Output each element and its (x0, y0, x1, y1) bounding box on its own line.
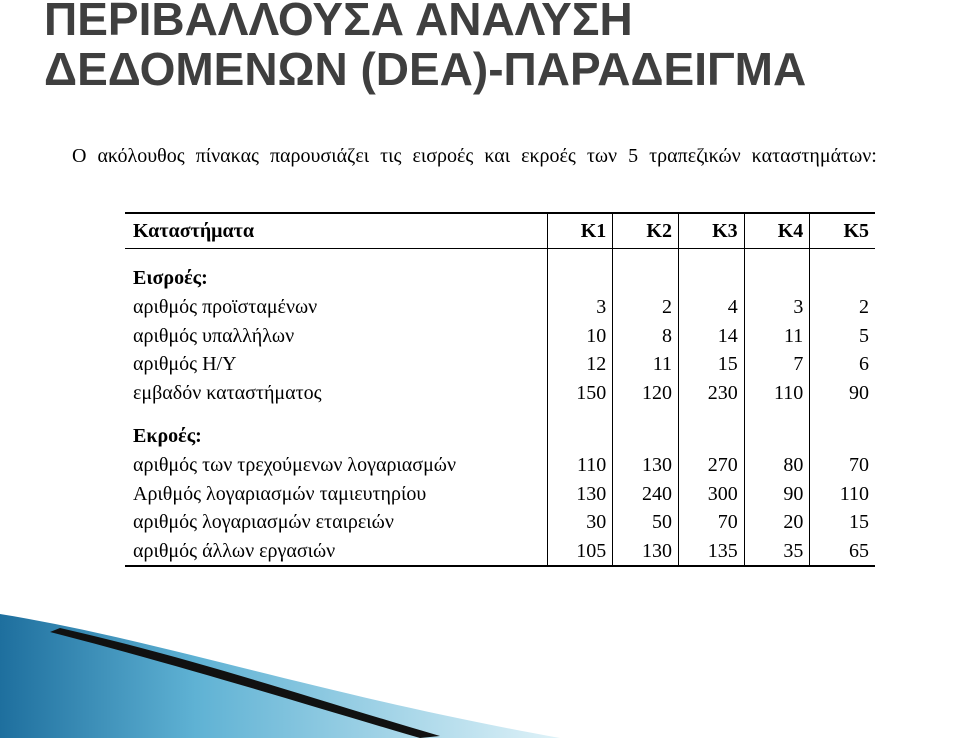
column-header-k3: K3 (678, 213, 744, 249)
row-label: αριθμός Η/Υ (133, 353, 237, 375)
table-cell: 110 (810, 480, 875, 509)
table-cell: 80 (744, 451, 810, 480)
decorative-swoosh (0, 600, 960, 738)
table-cell: 120 (613, 379, 679, 408)
table-cell: 130 (547, 480, 613, 509)
table-cell: 5 (810, 322, 875, 351)
title-line-1: ΠΕΡΙΒΑΛΛΟΥΣΑ ΑΝΑΛΥΣΗ (44, 0, 633, 45)
table-cell: 300 (678, 480, 744, 509)
column-header-k2: K2 (613, 213, 679, 249)
table-cell: 6 (810, 350, 875, 379)
inputs-heading: Εισροές: (133, 267, 208, 289)
table-cell: 12 (547, 350, 613, 379)
table-cell: 135 (678, 537, 744, 567)
table-cell: 50 (613, 508, 679, 537)
table-row (125, 322, 875, 351)
table-cell: 65 (810, 537, 875, 567)
table-cell: 70 (678, 508, 744, 537)
column-header-k1: K1 (547, 213, 613, 249)
table-row (125, 451, 875, 480)
table-cell: 7 (744, 350, 810, 379)
table-cell: 11 (613, 350, 679, 379)
row-label: Αριθμός λογαριασμών ταμιευτηρίου (133, 482, 427, 505)
row-label: εμβαδόν καταστήματος (133, 381, 322, 404)
table-cell: 4 (678, 293, 744, 322)
table-row (125, 293, 875, 322)
table-cell: 2 (613, 293, 679, 322)
table-cell: 2 (810, 293, 875, 322)
table-cell: 130 (613, 451, 679, 480)
table-cell: 8 (613, 322, 679, 351)
table-cell: 270 (678, 451, 744, 480)
table-cell: 110 (744, 379, 810, 408)
table-row (125, 508, 875, 537)
row-label: αριθμός λογαριασμών εταιρειών (133, 511, 394, 533)
row-label: αριθμός υπαλλήλων (133, 324, 295, 347)
row-label: αριθμός των τρεχούμενων λογαριασμών (133, 454, 456, 476)
table-cell: 130 (613, 537, 679, 567)
page-title (44, 0, 956, 94)
table-row (125, 350, 875, 379)
intro-text: Ο ακόλουθος πίνακας παρουσιάζει τις εισροές και εκροές των 5 τραπεζικών καταστημάτων: (72, 145, 877, 167)
table-cell: 15 (678, 350, 744, 379)
table-cell: 20 (744, 508, 810, 537)
spacer-row (125, 249, 875, 264)
table-row (125, 537, 875, 567)
table-cell: 230 (678, 379, 744, 408)
swoosh-light-shape (0, 614, 560, 738)
table-cell: 30 (547, 508, 613, 537)
row-label: αριθμός άλλων εργασιών (133, 539, 336, 562)
bank-branches-table (125, 212, 875, 567)
spacer-row (125, 407, 875, 421)
row-label: αριθμός προϊσταμένων (133, 296, 318, 318)
table-cell: 15 (810, 508, 875, 537)
table-cell: 10 (547, 322, 613, 351)
table-row (125, 480, 875, 509)
table-cell: 35 (744, 537, 810, 567)
table-row (125, 379, 875, 408)
outputs-heading: Εκροές: (133, 425, 202, 447)
title-line-2: ΔΕΔΟΜΕΝΩΝ (DEA)-ΠΑΡΑΔΕΙΓΜΑ (44, 43, 807, 95)
header-label: Καταστήματα (125, 213, 547, 249)
table-cell: 11 (744, 322, 810, 351)
table-cell: 150 (547, 379, 613, 408)
table-cell: 90 (744, 480, 810, 509)
column-header-k4: K4 (744, 213, 810, 249)
table-cell: 3 (744, 293, 810, 322)
inputs-heading-row (125, 263, 875, 293)
outputs-heading-row (125, 421, 875, 451)
table-cell: 3 (547, 293, 613, 322)
table-cell: 14 (678, 322, 744, 351)
table-cell: 240 (613, 480, 679, 509)
table-cell: 70 (810, 451, 875, 480)
table-cell: 105 (547, 537, 613, 567)
table-cell: 110 (547, 451, 613, 480)
column-header-k5: K5 (810, 213, 875, 249)
table-header-row (125, 213, 875, 249)
table-cell: 90 (810, 379, 875, 408)
